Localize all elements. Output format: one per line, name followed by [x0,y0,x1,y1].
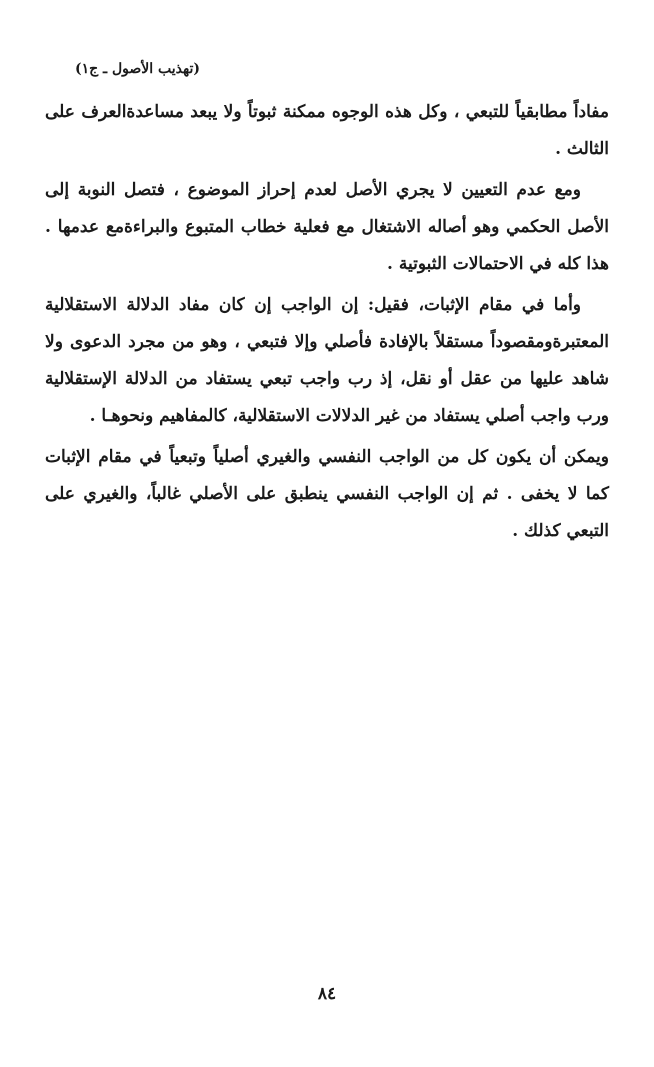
paragraph-3: وأما في مقام الإثبات، فقيل: إن الواجب إن كان مفاد الدلالة الاستقلالية المعتبرةومقصوداً مستقلاً بالإفادة فأصلي وإلا فتبعي ، وهو من مجرد الدعوى ولا شاهد عليها من عقل أو نقل، إذ رب واجب تبعي يستفاد من الدلالة الإستقلالية ورب واجب أصلي يستفاد من غير الدلالات الاستقلالية، كالمفاهيم ونحوهـا . [45,295,609,426]
running-header: (تهذيب الأصول ـ ج١) [74,61,200,77]
paragraph-1: مفاداً مطابقياً للتبعي ، وكل هذه الوجوه ممكنة ثبوتاً ولا يبعد مساعدةالعرف على الثالث . [45,102,609,159]
body-text [45,94,609,550]
page-number: ٨٤ [317,984,337,1004]
paragraph-2: ومع عدم التعيين لا يجري الأصل لعدم إحراز الموضوع ، فتصل النوبة إلى الأصل الحكمي وهو أصاله الاشتغال مع فعلية خطاب المتبوع والبراءةمع عدمها . هذا كله في الاحتمالات الثبوتية . [45,180,609,274]
paragraph-4: ويمكن أن يكون كل من الواجب النفسي والغيري أصلياً وتبعياً في مقام الإثبات كما لا يخفى . ثم إن الواجب النفسي ينطبق على الأصلي غالباً، والغيري على التبعي كذلك . [45,447,609,541]
